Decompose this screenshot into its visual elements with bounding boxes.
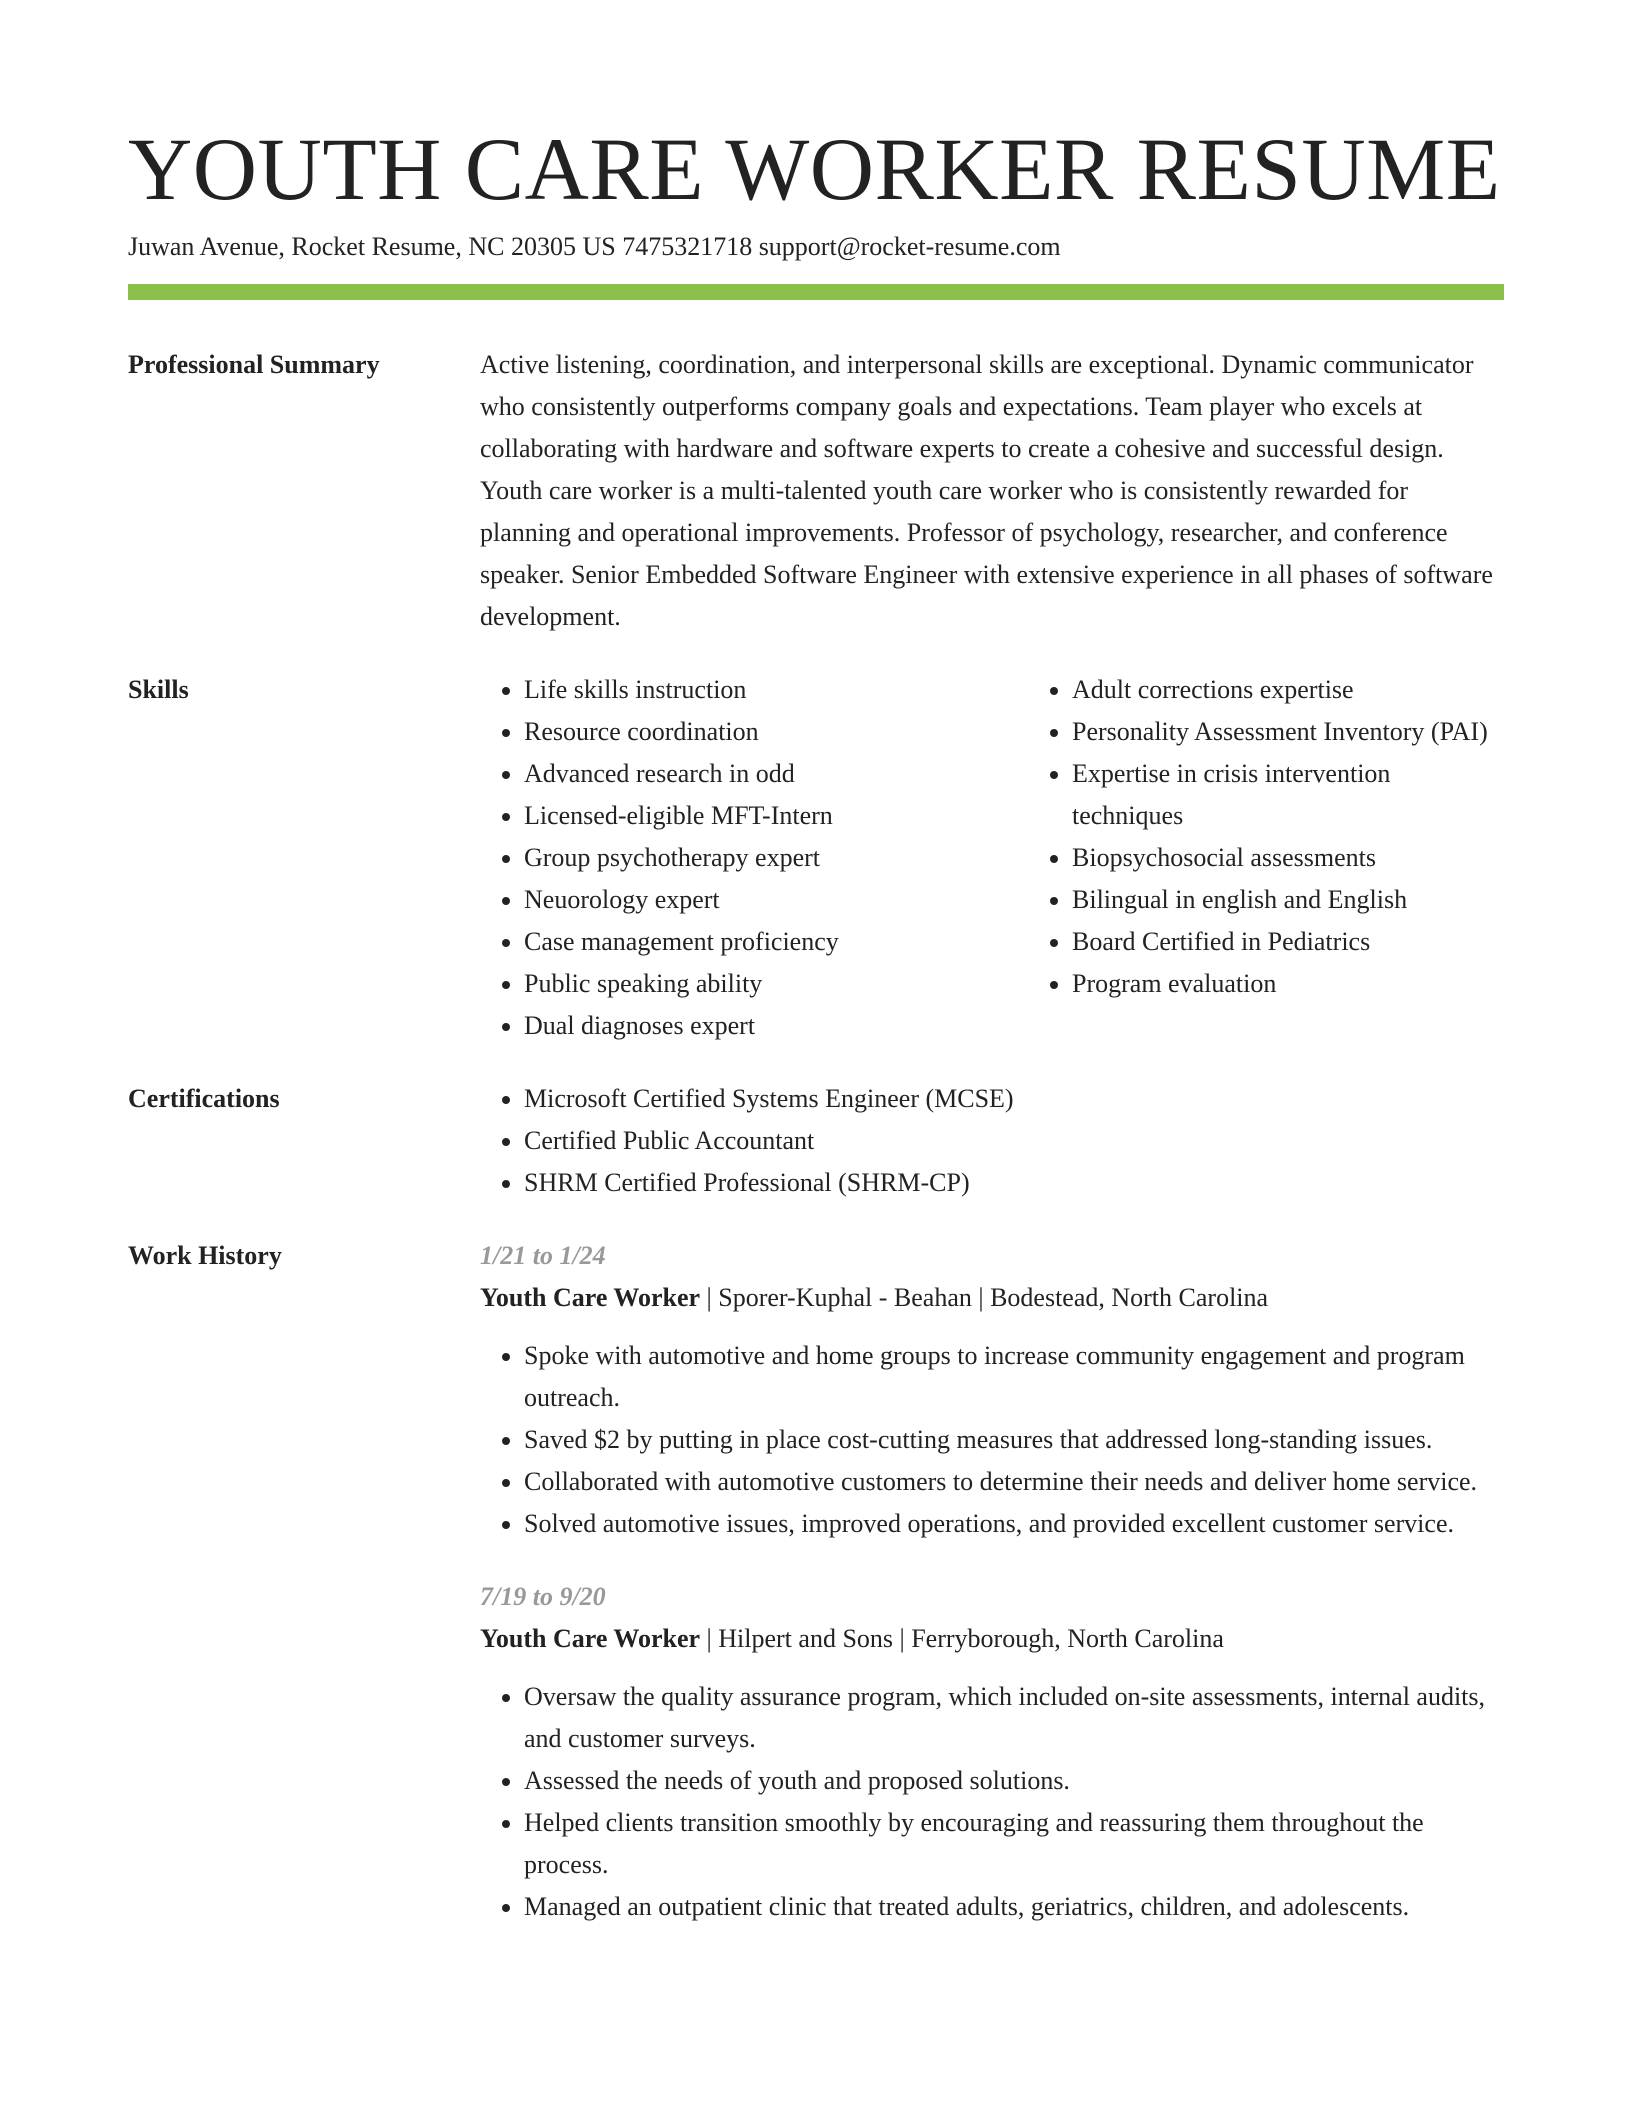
skill-item: • Life skills instruction [524,669,1028,711]
job-dates: 1/21 to 1/24 [480,1241,606,1270]
skills-list-left [480,669,1028,1047]
skill-item: • Case management proficiency [524,921,1028,963]
job-bullet: • Managed an outpatient clinic that treated adults, geriatrics, children, and adolescents. [524,1886,1504,1928]
certifications-label: Certifications [128,1084,280,1113]
skill-item: • Resource coordination [524,711,1028,753]
certification-item: • Certified Public Accountant [524,1120,1504,1162]
accent-divider [128,284,1504,300]
job-dates: 7/19 to 9/20 [480,1582,606,1611]
job-bullets [480,1335,1504,1545]
work-history-label: Work History [128,1241,282,1270]
summary-content [480,344,1504,638]
job-bullet: • Saved $2 by putting in place cost-cutting measures that addressed long-standing issues. [524,1419,1504,1461]
skill-item: • Public speaking ability [524,963,1028,1005]
summary-label: Professional Summary [128,350,380,379]
work-history-content [480,1235,1504,1928]
job-bullet: • Spoke with automotive and home groups to increase community engagement and program outreach. [524,1335,1504,1419]
job-bullet: • Solved automotive issues, improved operations, and provided excellent customer service. [524,1503,1504,1545]
skill-item: • Neuorology expert [524,879,1028,921]
job-heading [480,1277,1504,1319]
skill-item: • Bilingual in english and English [1072,879,1504,921]
skill-item: • Advanced research in odd [524,753,1028,795]
certifications-content [480,1078,1504,1204]
summary-section [128,344,1504,638]
certifications-section [128,1078,1504,1204]
skills-list-right [1028,669,1504,1047]
skills-section [128,669,1504,1047]
skills-content [480,669,1504,1047]
resume-page [128,120,1504,1928]
job-details: | Sporer-Kuphal - Beahan | Bodestead, North Carolina [700,1283,1269,1312]
skill-item: • Personality Assessment Inventory (PAI) [1072,711,1504,753]
skill-item: • Dual diagnoses expert [524,1005,1028,1047]
job-heading [480,1618,1504,1660]
job-title: Youth Care Worker [480,1624,701,1653]
contact-line: Juwan Avenue, Rocket Resume, NC 20305 US 7475321718 support@rocket-resume.com [128,232,1061,261]
job-bullet: • Collaborated with automotive customers to determine their needs and deliver home service. [524,1461,1504,1503]
job-bullet: • Assessed the needs of youth and proposed solutions. [524,1760,1504,1802]
job-bullet: • Helped clients transition smoothly by encouraging and reassuring them throughout the process. [524,1802,1504,1886]
job-title: Youth Care Worker [480,1283,701,1312]
work-history-section [128,1235,1504,1928]
job-entry [480,1576,1504,1928]
certifications-list [480,1078,1504,1204]
certification-item: • Microsoft Certified Systems Engineer (MCSE) [524,1078,1504,1120]
skill-item: • Program evaluation [1072,963,1504,1005]
summary-text: Active listening, coordination, and interpersonal skills are exceptional. Dynamic communicator who consistently outperforms company goals and expectations. Team player who excels at collaborating with hardware and software experts to create a cohesive and successful design. Youth care worker is a multi-talented youth care worker who is consistently rewarded for planning and operational improvements. Professor of psychology, researcher, and conference speaker. Senior Embedded Software Engineer with extensive experience in all phases of software development. [480,350,1493,631]
job-entry [480,1235,1504,1545]
skills-label: Skills [128,675,189,704]
skill-item: • Expertise in crisis intervention techniques [1072,753,1504,837]
skill-item: • Group psychotherapy expert [524,837,1028,879]
skill-item: • Board Certified in Pediatrics [1072,921,1504,963]
job-details: | Hilpert and Sons | Ferryborough, North Carolina [700,1624,1224,1653]
skill-item: • Adult corrections expertise [1072,669,1504,711]
certification-item: • SHRM Certified Professional (SHRM-CP) [524,1162,1504,1204]
skill-item: • Licensed-eligible MFT-Intern [524,795,1028,837]
skills-columns [480,669,1504,1047]
job-bullet: • Oversaw the quality assurance program, which included on-site assessments, internal audits, and customer surveys. [524,1676,1504,1760]
job-bullets [480,1676,1504,1928]
resume-title: YOUTH CARE WORKER RESUME [128,121,1501,219]
skill-item: • Biopsychosocial assessments [1072,837,1504,879]
